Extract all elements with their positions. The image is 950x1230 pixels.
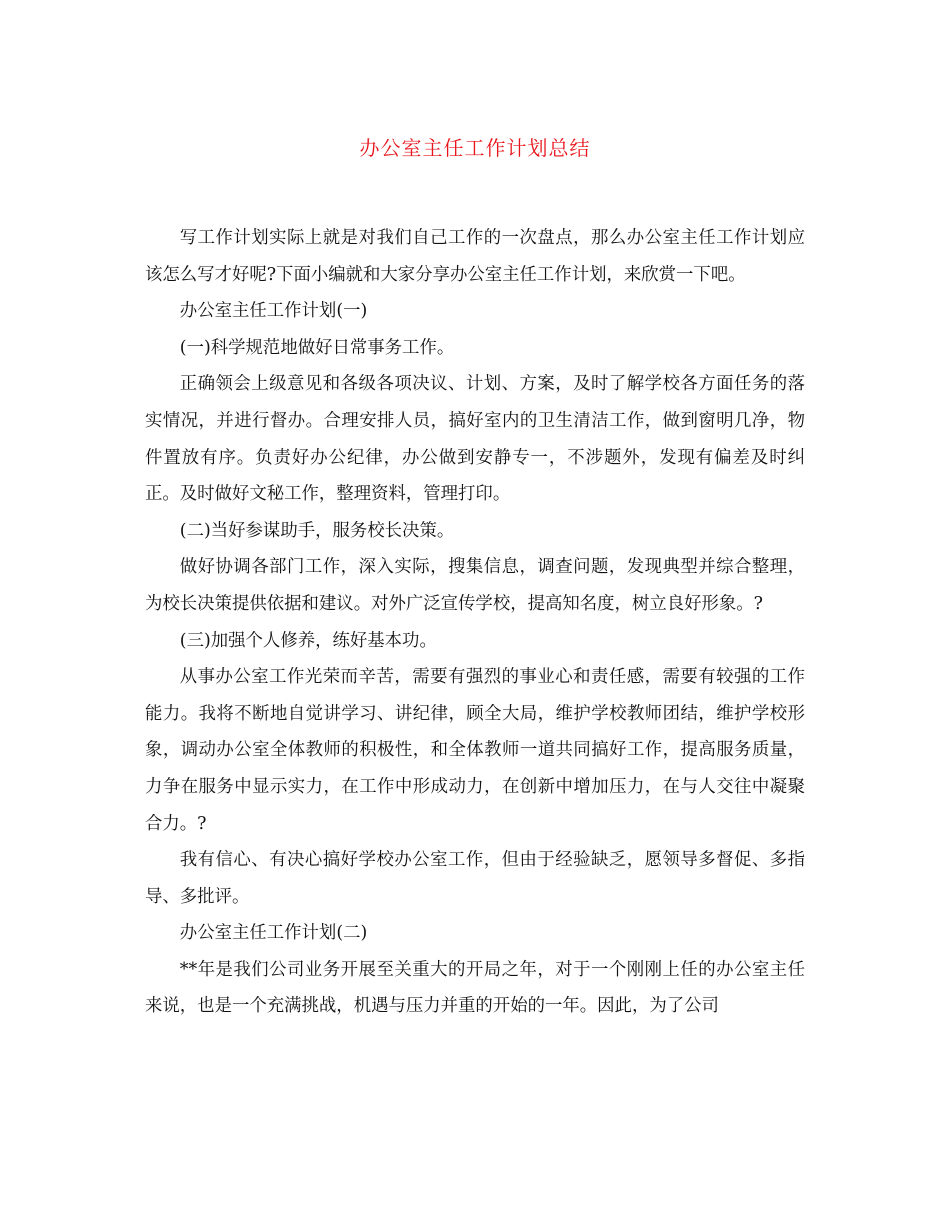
document-title: 办公室主任工作计划总结: [359, 136, 591, 160]
paragraph-intro: 写工作计划实际上就是对我们自己工作的一次盘点，那么办公室主任工作计划应该怎么写才好呢?下面小编就和大家分享办公室主任工作计划，来欣赏一下吧。: [145, 228, 805, 285]
paragraph-self-cultivation: 从事办公室工作光荣而辛苦，需要有强烈的事业心和责任感，需要有较强的工作能力。我将不断地自觉讲学习、讲纪律，顾全大局，维护学校教师团结，维护学校形象，调动办公室全体教师的积极性，和全体教师一道共同搞好工作，提高服务质量，力争在服务中显示实力，在工作中形成动力，在创新中增加压力，在与人交往中凝聚合力。?: [145, 667, 805, 834]
paragraph-confidence: 我有信心、有决心搞好学校办公室工作，但由于经验缺乏，愿领导多督促、多指导、多批评。: [145, 850, 805, 907]
subheading-advisor: (二)当好参谋助手，服务校长决策。: [179, 520, 455, 541]
section-heading-plan-1: 办公室主任工作计划(一): [179, 301, 368, 322]
paragraph-daily-affairs: 正确领会上级意见和各级各项决议、计划、方案，及时了解学校各方面任务的落实情况，并进行督办。合理安排人员，搞好室内的卫生清洁工作，做到窗明几净，物件置放有序。负责好办公纪律，办公做到安静专一，不涉题外，发现有偏差及时纠正。及时做好文秘工作，整理资料，管理打印。: [145, 374, 805, 505]
subheading-self-cultivation: (三)加强个人修养，练好基本功。: [179, 630, 437, 651]
section-heading-plan-2: 办公室主任工作计划(二): [179, 923, 368, 944]
paragraph-advisor: 做好协调各部门工作，深入实际，搜集信息，调查问题，发现典型并综合整理，为校长决策提供依据和建议。对外广泛宣传学校，提高知名度，树立良好形象。?: [145, 557, 805, 614]
paragraph-plan-2-intro: **年是我们公司业务开展至关重大的开局之年，对于一个刚刚上任的办公室主任来说，也是一个充满挑战，机遇与压力并重的开始的一年。因此，为了公司: [145, 959, 805, 1017]
document-body: [145, 220, 805, 1025]
subheading-daily-affairs: (一)科学规范地做好日常事务工作。: [179, 337, 455, 358]
